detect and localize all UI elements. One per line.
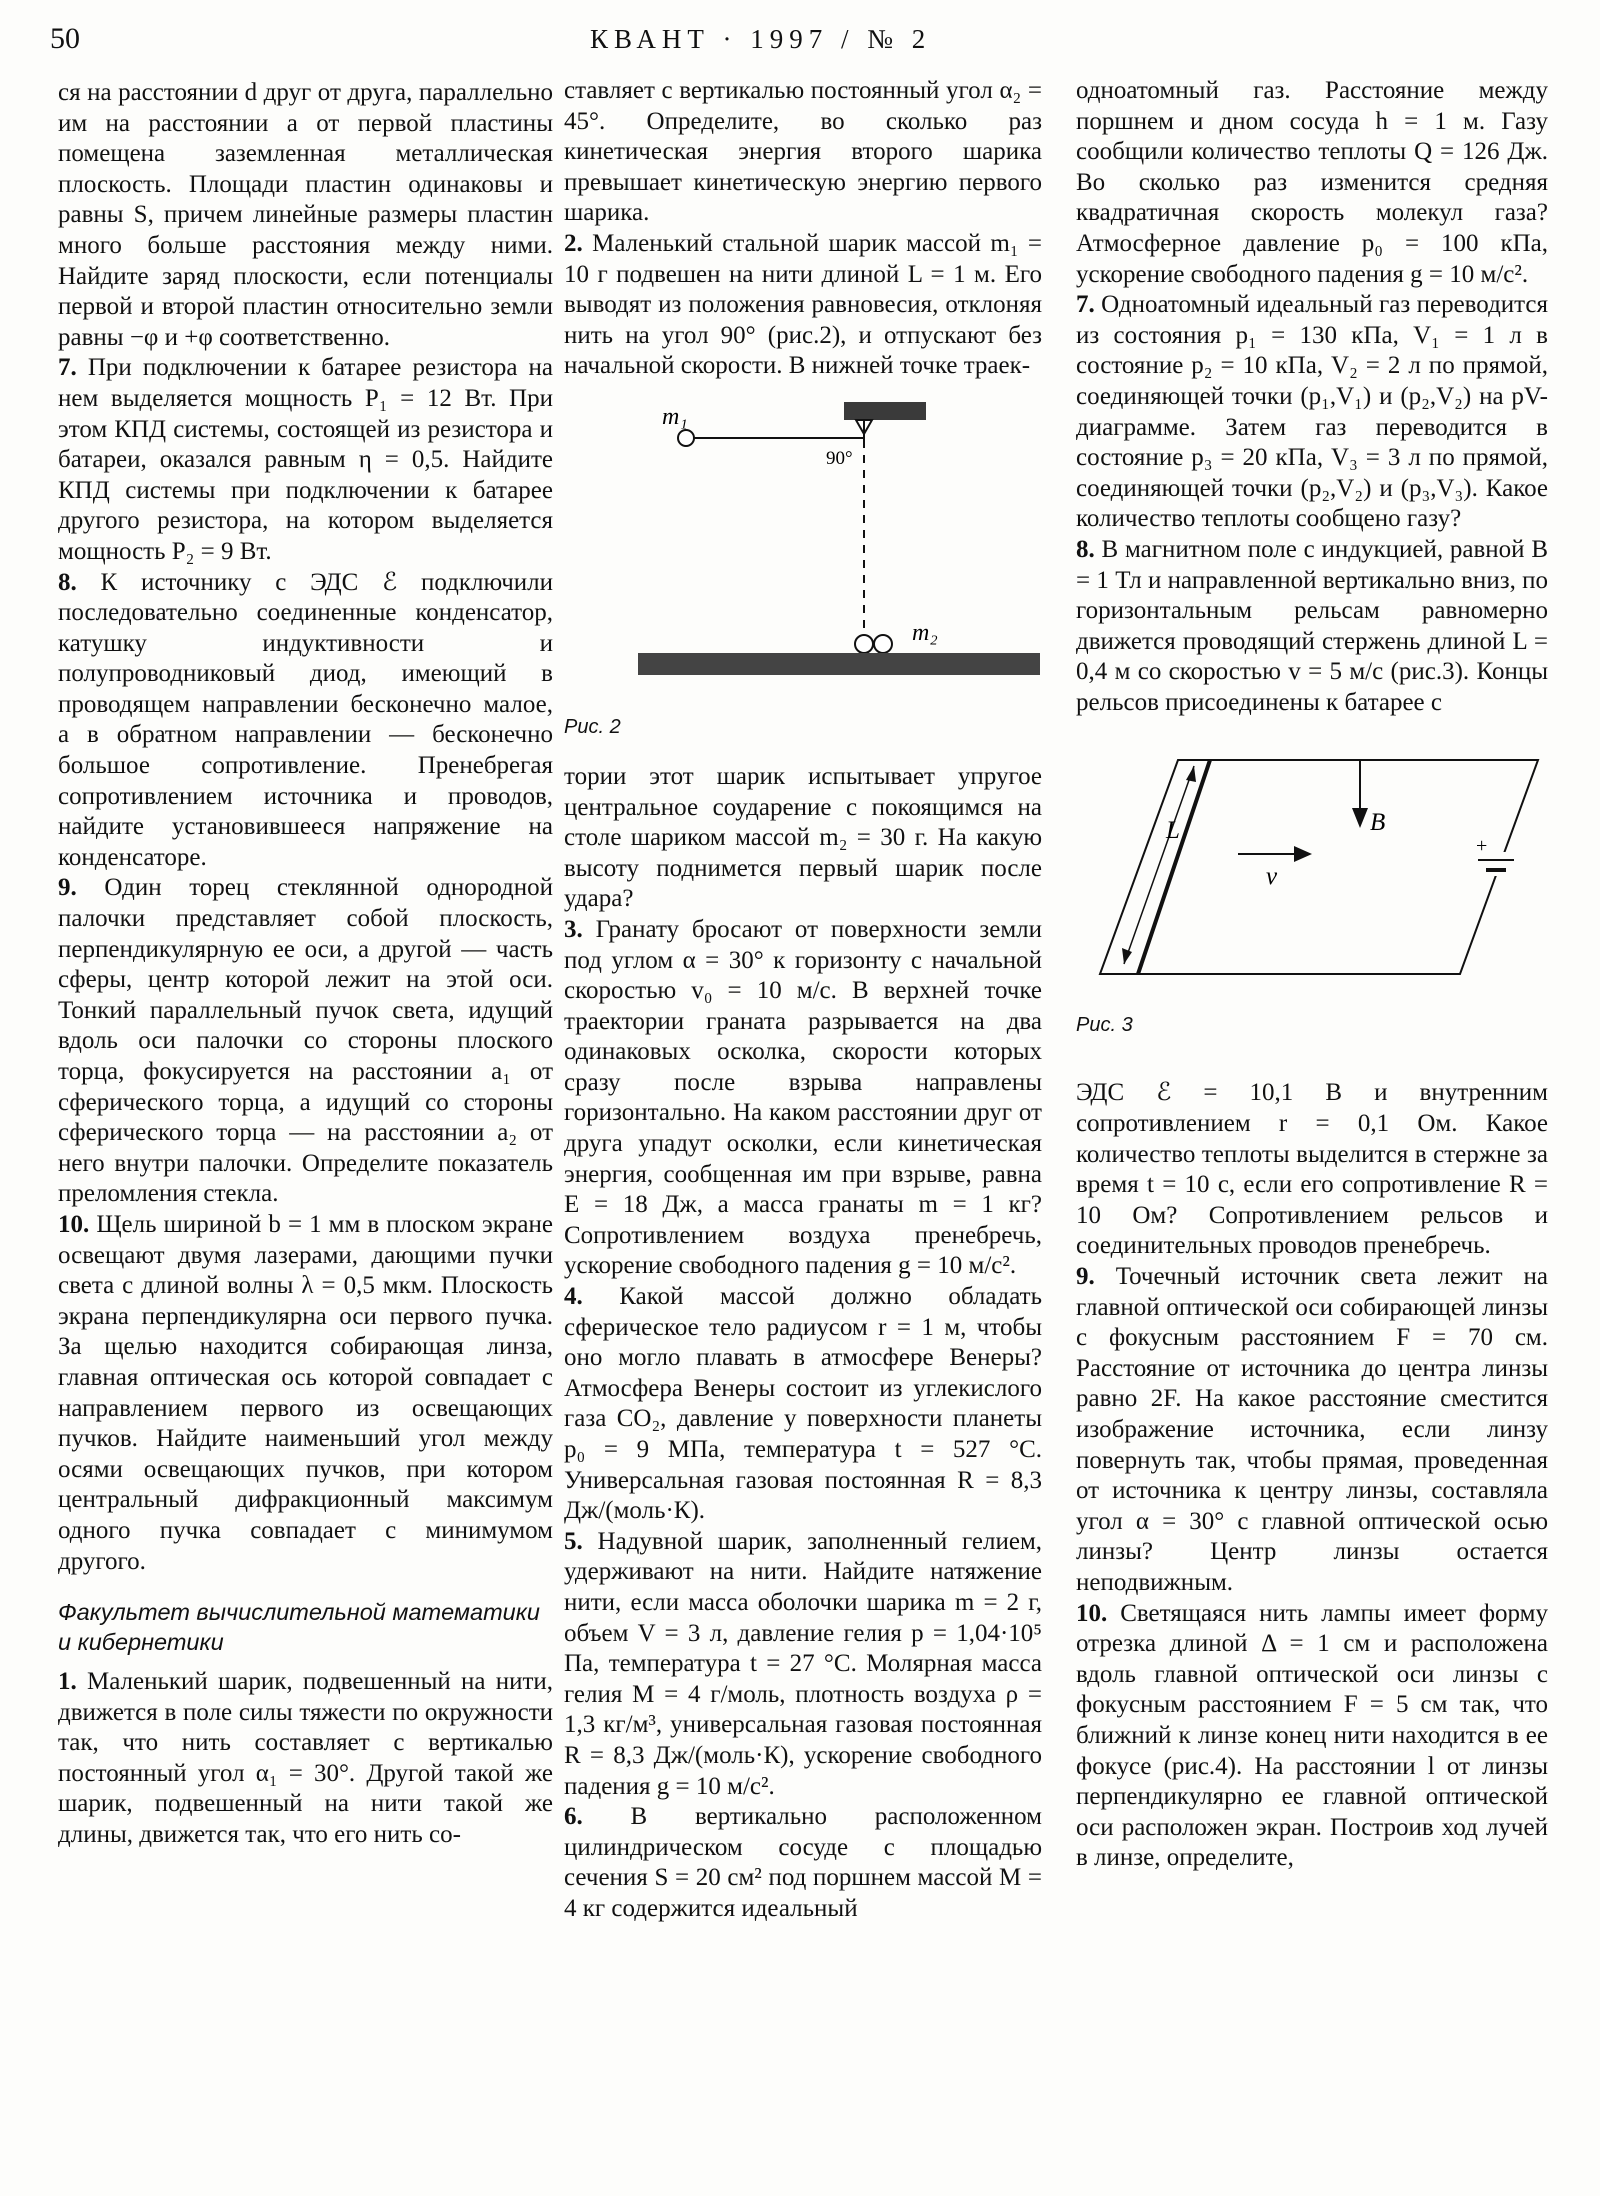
problem-10: 10. Щель шириной b = 1 мм в плоском экране освещают двумя лазерами, дающими пучки света с длиной волны λ = 0,5 мкм. Плоскость экрана перпендикулярна оси первого пучка. За щелью находится собирающая линза, главная оптическая ось которой совпадает с направлением первого из освещающих пучков. Найдите наименьший угол между осями освещающих пучков, при котором центральный дифракционный максимум одного пучка совпадает с минимумом другого. [58, 1210, 554, 1575]
problem-7: 7. Одноатомный идеальный газ переводится из состояния p₁ = 130 кПа, V₁ = 1 л в состояние p₂ = 10 кПа, V₂ = 2 л по прямой, соединяющей точки (p₁,V₁) и (p₂,V₂) на pV-диаграмме. Затем газ переводится в состояние p₃ = 20 кПа, V₃ = 3 л по прямой, соединяющей точки (p₂,V₂) и (p₃,V₃). Какое количество теплоты сообщено газу? [1076, 291, 1549, 533]
column-2 [564, 76, 1042, 1925]
figure-2-caption: Рис. 2 [564, 715, 621, 738]
length-arrow-bottom [1122, 948, 1132, 964]
figure-3-caption: Рис. 3 [1076, 1014, 1133, 1037]
problem-7: 7. При подключении к батарее резистора на нем выделяется мощность P₁ = 12 Вт. При этом КПД системы, состоящей из резистора и батареи, оказался равным η = 0,5. Найдите КПД системы при подключении к батарее другого резистора, на котором выделяется мощность P₂ = 9 Вт. [58, 354, 554, 565]
ball-m1-lower [855, 635, 873, 653]
label-L: L [1166, 817, 1180, 845]
ball-m1 [678, 430, 694, 446]
column-3 [1076, 76, 1548, 1874]
label-B: B [1370, 809, 1386, 837]
label-angle: 90° [826, 447, 853, 469]
problem-4: 4. Какой массой должно обладать сферическое тело радиусом r = 1 м, чтобы оно могло плавать в атмосфере Венеры? Атмосфера Венеры состоит из углекислого газа CO₂, давление у поверхности планеты p₀ = 9 МПа, температура t = 527 °C. Универсальная газовая постоянная R = 8,3 Дж/(моль·К). [564, 1283, 1042, 1525]
section-title: Факультет вычислительной математики и кибернетики [58, 1599, 540, 1656]
label-v: v [1266, 863, 1278, 891]
problem-10: 10. Светящаяся нить лампы имеет форму отрезка длиной Δ = 1 см и расположена вдоль главной оптической оси линзы с фокусным расстоянием F = 5 см так, что ближний к линзе конец нити находится в ее фокусе (рис.4). На расстоянии l от линзы перпендикулярно ее главной оптической оси расположен экран. Построив ход лучей в линзе, определите, [1076, 1599, 1548, 1872]
problem-2-part-b: тории этот шарик испытывает упругое центральное соударение с покоящимся на столе шариком массой m₂ = 30 г. На какую высоту поднимется первый шарик после удара? [564, 762, 1042, 913]
rails-diagram [1068, 730, 1546, 1030]
problem-8-part-a: 8. В магнитном поле с индукцией, равной B = 1 Тл и направленной вертикально вниз, по горизонтальным рельсам равномерно движется проводящий стержень длиной L = 0,4 м со скоростью v = 5 м/с (рис.3). Концы рельсов присоединены к батарее с [1076, 535, 1548, 716]
label-plus: + [1476, 835, 1488, 858]
problem-3: 3. Гранату бросают от поверхности земли под углом α = 30° к горизонту с начальной скоростью v₀ = 10 м/с. В верхней точке траектории граната разрывается на два одинаковых осколка, скорости которых сразу после взрыва направлены горизонтально. На каком расстоянии друг от друга упадут осколки, если кинетическая энергия, сообщенная им при взрыве, равна E = 18 Дж, а масса гранаты m = 1 кг? Сопротивлением воздуха пренебречь, ускорение свободного падения g = 10 м/с². [564, 915, 1042, 1280]
problem-8: 8. К источнику с ЭДС ℰ подключили последовательно соединенные конденсатор, катушку индуктивности и полупроводниковый диод, имеющий в проводящем направлении бесконечно малое, а в обратном направлении — бесконечно большое сопротивление. Пренебрегая сопротивлением источника и проводов, найдите установившееся напряжение на конденсаторе. [58, 568, 554, 871]
problem-2-part-a: 2. Маленький стальной шарик массой m₁ = 10 г подвешен на нити длиной L = 1 м. Его выводят из положения равновесия, отклоняя нить на угол 90° (рис.2), и отпускают без начальной скорости. В нижней точке траек- [564, 229, 1043, 380]
problem-6: 6. В вертикально расположенном цилиндрическом сосуде с площадью сечения S = 20 см² под поршнем массой M = 4 кг содержится идеальный [564, 1803, 1043, 1922]
problem-8-part-b: ЭДС ℰ = 10,1 В и внутренним сопротивлением r = 0,1 Ом. Какое количество теплоты выделится в стержне за время t = 10 с, если его сопротивление R = 10 Ом? Сопротивлением рельсов и соединительных проводов пренебречь. [1076, 1079, 1548, 1260]
problem-9: 9. Точечный источник света лежит на главной оптической оси собирающей линзы с фокусным расстоянием F = 70 см. Расстояние от источника до центра линзы равно 2F. На какое расстояние сместится изображение источника, если линзу повернуть так, чтобы прямая, проведенная от источника к центру линзы, составляла угол α = 30° с главной оптической осью линзы? Центр линзы остается неподвижным. [1076, 1263, 1549, 1596]
length-line [1124, 766, 1194, 964]
running-head: КВАНТ · 1997 / № 2 [590, 24, 932, 54]
problem-9: 9. Один торец стеклянной однородной палочки представляет собой плоскость, перпендикулярную ее оси, а другой — часть сферы, центр которой лежит на этой оси. Тонкий параллельный пучок света, идущий вдоль оси палочки со стороны плоского торца, фокусируется на расстоянии a₁ от сферического торца, а идущий со стороны сферического торца — на расстоянии a₂ от него внутри палочки. Определите показатель преломления стекла. [58, 874, 553, 1208]
velocity-arrow-head [1294, 846, 1312, 862]
label-m1: m₁ [662, 403, 688, 430]
continued-paragraph: ставляет с вертикалью постоянный угол α₂ = 45°. Определите, во сколько раз кинетическая энергия второго шарика превышает кинетическую энергию первого шарика. [564, 77, 1042, 227]
figure-2 [564, 382, 1042, 762]
field-arrow-head [1352, 808, 1368, 828]
ceiling-support [844, 402, 926, 420]
battery-gap [1486, 852, 1506, 876]
ball-m2 [874, 635, 892, 653]
figure-3 [1076, 718, 1548, 1078]
rod [1138, 760, 1210, 974]
rail-frame [1100, 760, 1538, 974]
problem-1: 1. Маленький шарик, подвешенный на нити, движется в поле силы тяжести по окружности так, что нить составляет с вертикалью постоянный угол α₁ = 30°. Другой такой же шарик, подвешенный на нити такой же длины, движется так, что его нить со- [58, 1668, 554, 1849]
column-1 [58, 78, 553, 1851]
pendulum-diagram [564, 382, 1042, 722]
continued-paragraph: одноатомный газ. Расстояние между поршнем и дном сосуда h = 1 м. Газу сообщили количество теплоты Q = 126 Дж. Во сколько раз изменится средняя квадратичная скорость молекул газа? Атмосферное давление p₀ = 100 кПа, ускорение свободного падения g = 10 м/с². [1076, 77, 1548, 288]
length-arrow-top [1186, 766, 1196, 782]
label-m2: m₂ [912, 619, 938, 646]
continued-paragraph: ся на расстоянии d друг от друга, параллельно им на расстоянии a от первой пластины помещена заземленная металлическая плоскость. Площади пластин одинаковы и равны S, причем линейные размеры пластин много больше расстояния между ними. Найдите заряд плоскости, если потенциалы первой и второй пластин относительно земли равны −φ и +φ соответственно. [58, 79, 553, 351]
table-surface [638, 653, 1040, 675]
problem-5: 5. Надувной шарик, заполненный гелием, удерживают на нити. Найдите натяжение нити, если масса оболочки шарика m = 2 г, объем V = 3 л, давление гелия p = 1,04·10⁵ Па, температура t = 27 °C. Молярная масса гелия M = 4 г/моль, плотность воздуха ρ = 1,3 кг/м³, универсальная газовая постоянная R = 8,3 Дж/(моль·К), ускорение свободного падения g = 10 м/с². [564, 1527, 1043, 1800]
page-number: 50 [50, 22, 80, 55]
